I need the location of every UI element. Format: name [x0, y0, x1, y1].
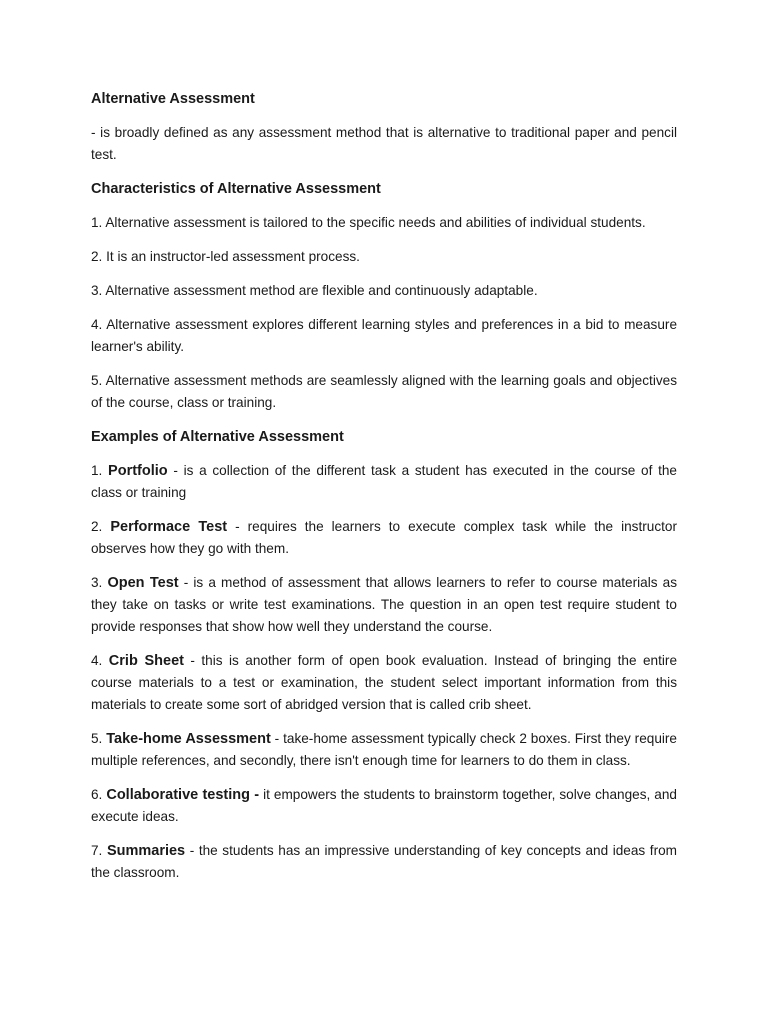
example-term: Performace Test — [110, 519, 228, 535]
example-description: it empowers the students to brainstorm together, solve changes, and execute ideas. — [91, 787, 677, 824]
example-number: 6. — [91, 787, 107, 802]
example-description: - take-home assessment typically check 2 boxes. First they require multiple references, and secondly, there isn't enough time for learners to do them in class. — [91, 731, 677, 768]
example-term: Summaries — [106, 843, 186, 859]
document-page — [91, 88, 677, 896]
definition-paragraph: - is broadly defined as any assessment method that is alternative to traditional paper and pencil test. — [91, 125, 677, 162]
example-item-take-home — [91, 728, 677, 772]
example-description: - the students has an impressive understanding of key concepts and ideas from the classroom. — [91, 843, 677, 880]
example-term: Crib Sheet — [108, 653, 184, 669]
characteristic-item: 4. Alternative assessment explores different learning styles and preferences in a bid to measure learner's ability. — [91, 317, 677, 354]
characteristics-heading: Characteristics of Alternative Assessment — [91, 181, 381, 197]
example-number: 7. — [91, 843, 107, 858]
characteristic-item: 5. Alternative assessment methods are seamlessly aligned with the learning goals and objectives of the course, class or training. — [91, 373, 677, 410]
example-item-crib-sheet — [91, 650, 677, 716]
example-item-summaries — [91, 840, 677, 884]
characteristic-item: 3. Alternative assessment method are flexible and continuously adaptable. — [91, 283, 538, 298]
example-number: 4. — [91, 653, 109, 668]
example-number: 3. — [91, 575, 108, 590]
example-description: - requires the learners to execute complex task while the instructor observes how they go with them. — [91, 519, 677, 556]
characteristic-item: 2. It is an instructor-led assessment process. — [91, 249, 360, 264]
examples-heading: Examples of Alternative Assessment — [91, 429, 344, 445]
example-description: - this is another form of open book evaluation. Instead of bringing the entire course materials to a test or examination, the student select important information from this materials to create some sort of abridged version that is called crib sheet. — [91, 653, 678, 712]
example-number: 5. — [91, 731, 107, 746]
example-term: Portfolio — [108, 463, 168, 479]
example-term: Collaborative testing - — [106, 787, 260, 803]
characteristic-item: 1. Alternative assessment is tailored to the specific needs and abilities of individual students. — [91, 215, 646, 230]
example-term: Take-home Assessment — [106, 731, 271, 747]
example-number: 2. — [91, 519, 111, 534]
title-heading: Alternative Assessment — [91, 91, 255, 107]
example-description: - is a method of assessment that allows learners to refer to course materials as they take on tasks or write test examinations. The question in an open test require student to provide responses that show how well they understand the course. — [91, 575, 677, 634]
example-number: 1. — [91, 463, 109, 478]
example-item-portfolio — [91, 460, 677, 504]
example-term: Open Test — [107, 575, 179, 591]
example-item-performance-test — [91, 516, 677, 560]
example-description: - is a collection of the different task a student has executed in the course of the class or training — [91, 463, 677, 500]
example-item-collaborative-testing — [91, 784, 677, 828]
example-item-open-test — [91, 572, 677, 638]
